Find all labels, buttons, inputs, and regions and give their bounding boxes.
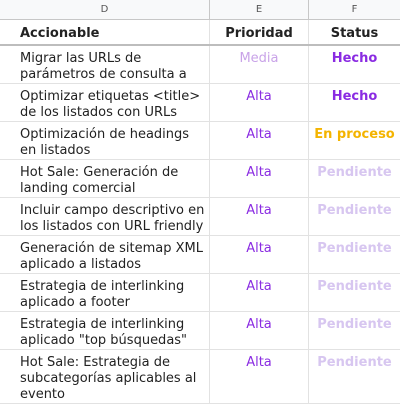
- cell-status[interactable]: Hecho: [331, 51, 378, 66]
- table-row: [0, 122, 400, 160]
- cell-accionable[interactable]: Estrategia de interlinking aplicado "top búsquedas": [0, 312, 210, 349]
- cell-prioridad[interactable]: Alta: [210, 274, 309, 311]
- cell-prioridad[interactable]: Alta: [210, 160, 309, 197]
- cell-prioridad[interactable]: Alta: [210, 236, 309, 273]
- cell-accionable[interactable]: Optimización de headings en listados: [0, 122, 210, 159]
- cell-prioridad[interactable]: Alta: [210, 122, 309, 159]
- spreadsheet-grid: [0, 20, 400, 404]
- cell-status[interactable]: Pendiente: [317, 279, 392, 294]
- header-prioridad[interactable]: Prioridad: [210, 20, 309, 44]
- cell-accionable[interactable]: Hot Sale: Estrategia de subcategorías aplicables al evento: [0, 350, 210, 403]
- cell-status[interactable]: Pendiente: [317, 355, 392, 370]
- cell-status[interactable]: Hecho: [331, 89, 378, 104]
- header-accionable[interactable]: Accionable: [0, 20, 210, 44]
- cell-accionable[interactable]: Generación de sitemap XML aplicado a listados: [0, 236, 210, 273]
- table-row: [0, 84, 400, 122]
- cell-accionable[interactable]: Hot Sale: Generación de landing comercial: [0, 160, 210, 197]
- cell-accionable[interactable]: Migrar las URLs de parámetros de consulta a: [0, 46, 210, 83]
- table-row: [0, 274, 400, 312]
- cell-accionable[interactable]: Estrategia de interlinking aplicado a footer: [0, 274, 210, 311]
- column-header-bar: [0, 0, 400, 20]
- cell-prioridad[interactable]: Alta: [210, 312, 309, 349]
- cell-status[interactable]: Pendiente: [317, 165, 392, 180]
- cell-prioridad[interactable]: Alta: [210, 350, 309, 403]
- cell-prioridad[interactable]: Alta: [210, 84, 309, 121]
- table-row: [0, 236, 400, 274]
- table-row: [0, 46, 400, 84]
- column-letter-d[interactable]: D: [0, 0, 210, 19]
- cell-status[interactable]: Pendiente: [317, 203, 392, 218]
- header-row: [0, 20, 400, 46]
- table-row: [0, 160, 400, 198]
- table-row: [0, 198, 400, 236]
- data-rows: [0, 46, 400, 404]
- cell-accionable[interactable]: Incluir campo descriptivo en los listados con URL friendly: [0, 198, 210, 235]
- cell-prioridad[interactable]: Media: [210, 46, 309, 83]
- table-row: [0, 350, 400, 404]
- cell-prioridad[interactable]: Alta: [210, 198, 309, 235]
- cell-accionable[interactable]: Optimizar etiquetas <title> de los listados con URLs: [0, 84, 210, 121]
- cell-status[interactable]: Pendiente: [317, 241, 392, 256]
- column-letter-f[interactable]: F: [351, 4, 358, 15]
- column-letter-e[interactable]: E: [210, 0, 309, 19]
- header-status[interactable]: Status: [330, 26, 379, 41]
- cell-status[interactable]: En proceso: [314, 127, 395, 142]
- cell-status[interactable]: Pendiente: [317, 317, 392, 332]
- table-row: [0, 312, 400, 350]
